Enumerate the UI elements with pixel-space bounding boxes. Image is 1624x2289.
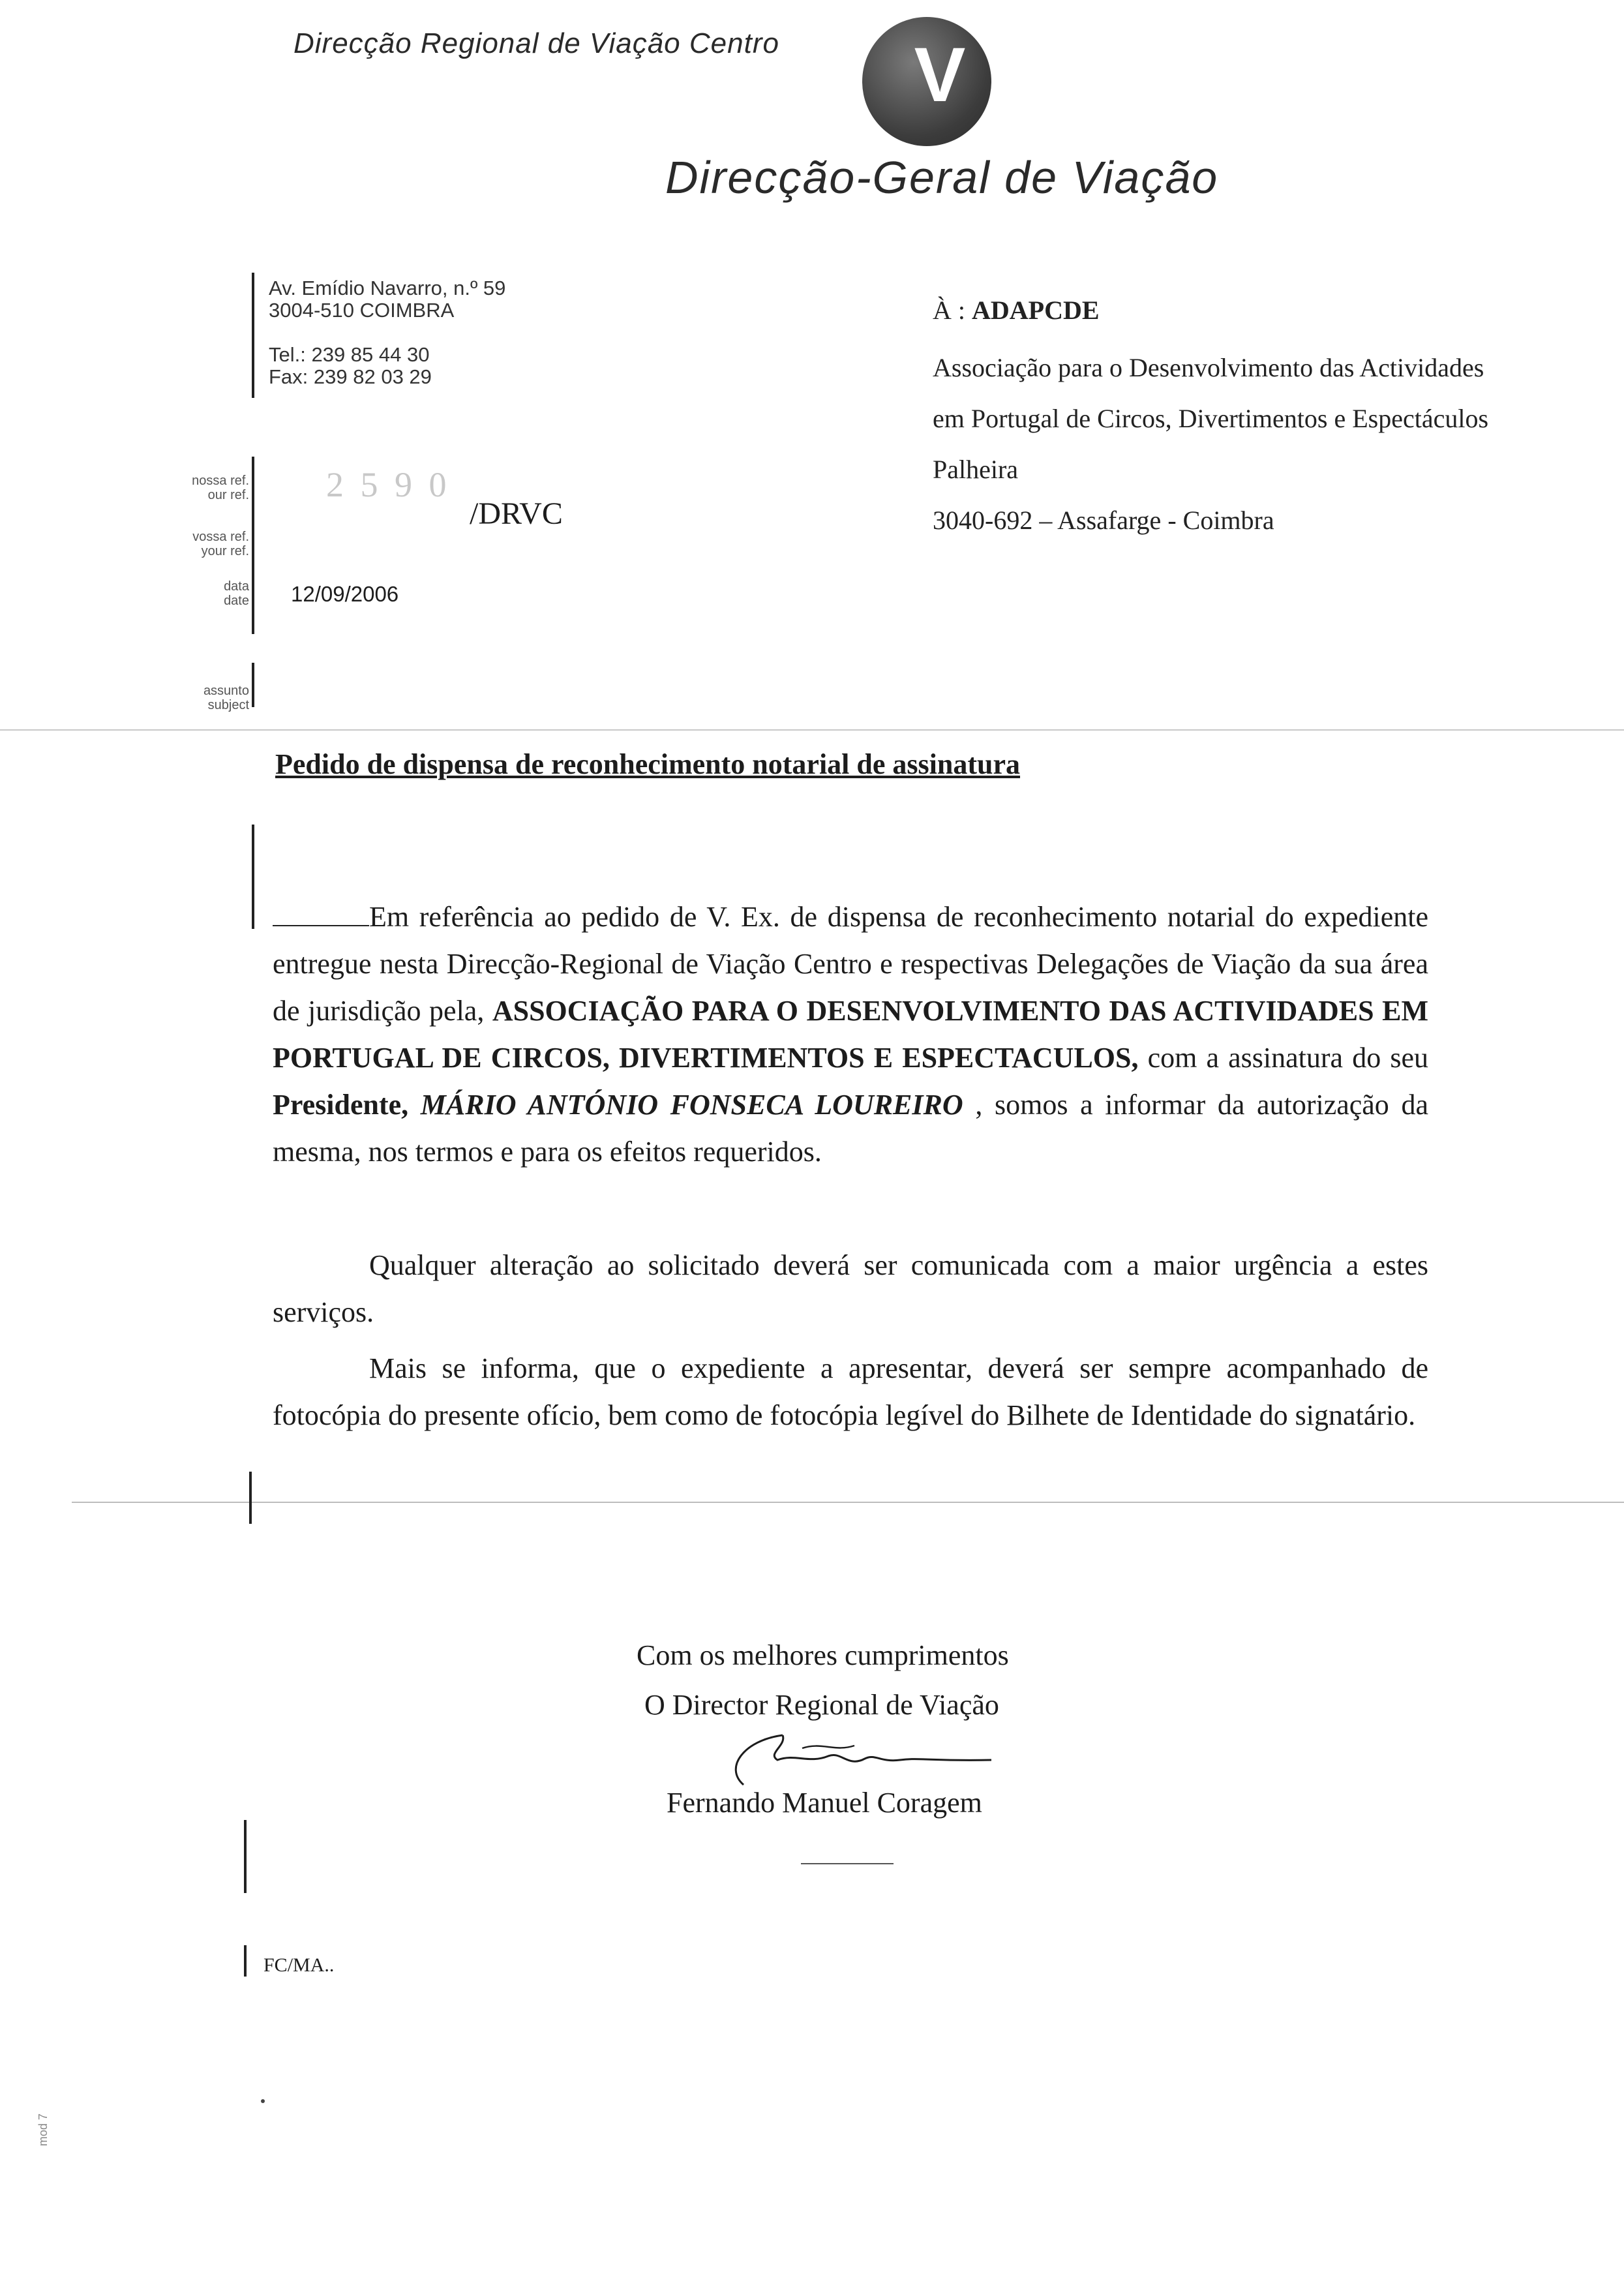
your-ref-label: vossa ref. your ref. (192, 530, 249, 558)
body-paragraph-2: Qualquer alteração ao solicitado deverá ser comunicada com a maior urgência a estes serviços. (273, 1249, 1428, 1328)
indent-blank-line (273, 918, 369, 926)
signer-name: Fernando Manuel Coragem (667, 1787, 982, 1819)
letter-subject: Pedido de dispensa de reconhecimento notarial de assinatura (275, 748, 1021, 780)
faint-stamp-number: 2 5 9 0 (326, 465, 451, 504)
our-ref-label: nossa ref. our ref. (192, 474, 249, 502)
sender-fax: Fax: 239 82 03 29 (269, 365, 432, 388)
body-paragraph-3: Mais se informa, que o expediente a apresentar, deverá ser sempre acompanhado de fotocópia do presente ofício, bem como de fotocópia legível do Bilhete de Identidade do signatário. (273, 1352, 1428, 1431)
dgv-logo (862, 17, 991, 146)
logo-letter: V (914, 32, 966, 118)
address-rule (252, 273, 254, 398)
recipient-line2: em Portugal de Circos, Divertimentos e Espectáculos (933, 404, 1489, 433)
recipient-line3: Palheira (933, 455, 1019, 484)
association-name: ASSOCIAÇÃO PARA O DESENVOLVIMENTO DAS ACTIVIDADES EM PORTUGAL DE CIRCOS, DIVERTIMENTOS E ESPECTACULOS, (273, 995, 1428, 1074)
footer-rule (244, 1820, 247, 1893)
fold-line-top (0, 729, 1624, 731)
sender-address-line1: Av. Emídio Navarro, n.º 59 (269, 277, 506, 299)
fold-line-bottom (72, 1502, 1624, 1503)
form-code: mod 7 (37, 2113, 50, 2146)
body-paragraph-1: Em referência ao pedido de V. Ex. de dispensa de reconhecimento notarial do expediente entregue nesta Direcção-Regional de Viação Centro e respectivas Delegações de Viação da sua área de jurisdição pela, ASSOCIAÇÃO PARA O DESENVOLVIMENTO DAS ACTIVIDADES EM PORTUGAL DE CIRCOS, DIVERTIMENTOS E ESPECTACULOS, com a assinatura do seu Presidente, MÁRIO ANTÓNIO FONSECA LOUREIRO , somos a informar da autorização da mesma, nos termos e para os efeitos requeridos. (273, 901, 1428, 1168)
initials-rule (244, 1945, 247, 1977)
recipient-line4: 3040-692 – Assafarge - Coimbra (933, 506, 1274, 535)
recipient-to: À : ADAPCDE (933, 296, 1100, 325)
president-role: Presidente, (273, 1089, 409, 1121)
closing-title: O Director Regional de Viação (644, 1689, 999, 1721)
body-margin-rule (252, 825, 254, 929)
date-label: data date (224, 579, 249, 608)
closing-greeting: Com os melhores cumprimentos (637, 1639, 1009, 1671)
typist-initials: FC/MA.. (263, 1954, 335, 1976)
sender-tel: Tel.: 239 85 44 30 (269, 343, 430, 366)
directorate-general-title: Direcção-Geral de Viação (665, 152, 1219, 203)
recipient-line1: Associação para o Desenvolvimento das Actividades (933, 353, 1484, 382)
subject-rule (252, 663, 254, 707)
president-name: MÁRIO ANTÓNIO FONSECA LOUREIRO (420, 1089, 963, 1121)
signature-underline (801, 1863, 894, 1864)
sender-address-line2: 3004-510 COIMBRA (269, 299, 455, 322)
stray-dot (261, 2099, 265, 2103)
regional-office-title: Direcção Regional de Viação Centro (293, 27, 779, 59)
reference-suffix: /DRVC (470, 496, 563, 531)
letter-date: 12/09/2006 (291, 582, 399, 606)
subject-label: assunto subject (203, 684, 249, 712)
fold-mark (249, 1472, 252, 1524)
reference-rule (252, 457, 254, 634)
recipient-name: ADAPCDE (972, 296, 1100, 325)
